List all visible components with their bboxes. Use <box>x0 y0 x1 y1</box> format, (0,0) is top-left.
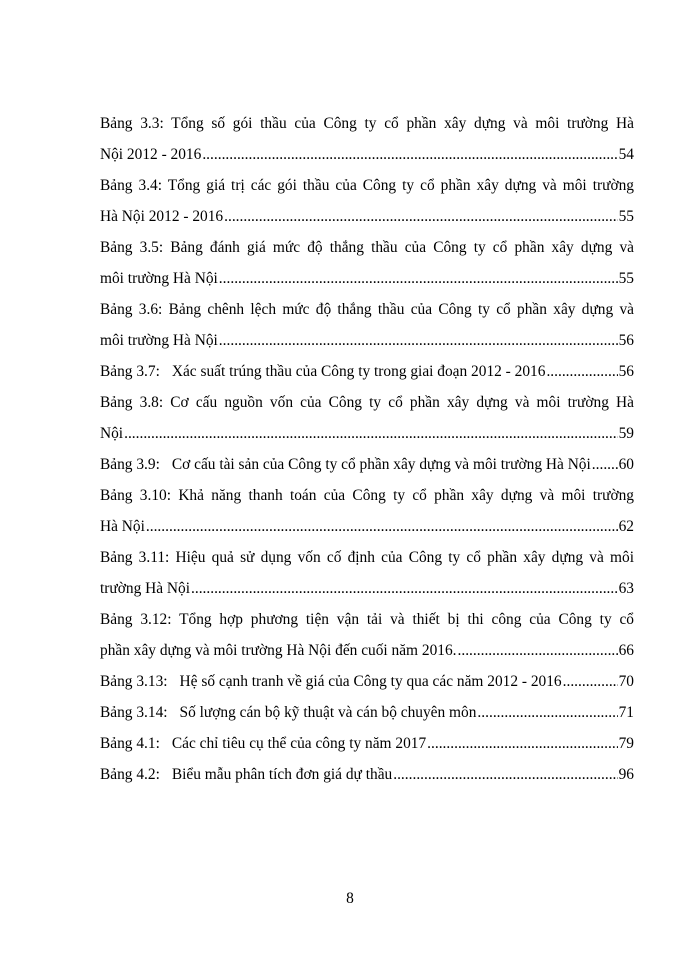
toc-entry-label: Bảng 3.9: <box>100 456 160 473</box>
toc-entry-title: Hệ số cạnh tranh về giá của Công ty qua các năm 2012 - 2016 <box>179 673 562 690</box>
toc-entry-page: 71 <box>618 704 634 721</box>
toc-entry-label: Bảng 3.8: <box>100 394 164 411</box>
toc-entry-page: 55 <box>618 270 634 287</box>
toc-entry-line <box>100 697 634 728</box>
toc-entry-last-line <box>100 418 634 449</box>
toc-entry-page: 70 <box>618 673 634 690</box>
toc-entry-title-start: Tổng giá trị các gói thầu của Công ty cổ phần xây dựng và môi trường <box>167 177 634 194</box>
toc-entry-label: Bảng 3.7: <box>100 363 160 380</box>
dot-leader <box>124 418 618 449</box>
toc-entry-title-end: Hà Nội <box>100 518 145 535</box>
dot-leader <box>224 201 617 232</box>
toc-entry-first-line <box>100 108 634 139</box>
toc-entry-label: Bảng 3.12: <box>100 611 172 628</box>
toc-entry-label: Bảng 3.10: <box>100 487 171 504</box>
toc-entry-title-start: Bảng chênh lệch mức độ thắng thầu của Công ty cổ phần xây dựng và <box>168 301 634 318</box>
toc-entry[interactable] <box>100 697 634 728</box>
toc-entry-first-line <box>100 604 634 635</box>
toc-entry-last-line <box>100 573 634 604</box>
dot-leader <box>427 728 617 759</box>
toc-entry-page: 59 <box>618 425 634 442</box>
toc-entry-title-start: Tổng số gói thầu của Công ty cổ phần xây dựng và môi trường Hà <box>171 115 634 132</box>
toc-entry-last-line <box>100 511 634 542</box>
toc-entry-title-end: Nội <box>100 425 124 442</box>
toc-entry-label: Bảng 3.5: <box>100 239 164 256</box>
toc-entry-page: 60 <box>618 456 634 473</box>
toc-entry-page: 56 <box>618 332 634 349</box>
toc-entry-title-end: môi trường Hà Nội <box>100 332 218 349</box>
toc-entry-line <box>100 728 634 759</box>
toc-entry-title: Số lượng cán bộ kỹ thuật và cán bộ chuyên môn <box>179 704 477 721</box>
toc-entry[interactable] <box>100 170 634 232</box>
toc-entry[interactable] <box>100 480 634 542</box>
toc-entry-line <box>100 449 634 480</box>
toc-entry-page: 62 <box>618 518 634 535</box>
toc-entry[interactable] <box>100 542 634 604</box>
toc-entry-title-end: phần xây dựng và môi trường Hà Nội đến cuối năm 2016. <box>100 642 457 659</box>
toc-entry-page: 55 <box>618 208 634 225</box>
dot-leader <box>592 449 618 480</box>
toc-entry-title: Xác suất trúng thầu của Công ty trong giai đoạn 2012 - 2016 <box>171 363 546 380</box>
toc-entry-title-start: Tổng hợp phương tiện vận tải và thiết bị thi công của Công ty cổ <box>179 611 634 628</box>
toc-entry[interactable] <box>100 108 634 170</box>
table-of-tables <box>100 108 634 790</box>
toc-entry-last-line <box>100 635 634 666</box>
toc-entry-line <box>100 666 634 697</box>
toc-entry-title-start: Khả năng thanh toán của Công ty cổ phần xây dựng và môi trường <box>178 487 634 504</box>
toc-entry-last-line <box>100 263 634 294</box>
dot-leader <box>219 263 618 294</box>
toc-entry-title-start: Bảng đánh giá mức độ thắng thầu của Công ty cổ phần xây dựng và <box>170 239 634 256</box>
toc-entry[interactable] <box>100 604 634 666</box>
toc-entry-label: Bảng 3.14: <box>100 704 168 721</box>
toc-entry-page: 56 <box>618 363 634 380</box>
toc-entry-last-line <box>100 139 634 170</box>
toc-list <box>100 108 634 790</box>
toc-entry[interactable] <box>100 232 634 294</box>
toc-entry-label: Bảng 4.1: <box>100 735 160 752</box>
toc-entry-label: Bảng 3.13: <box>100 673 168 690</box>
toc-entry-title: Các chỉ tiêu cụ thể của công ty năm 2017 <box>171 735 427 752</box>
dot-leader <box>202 139 617 170</box>
toc-entry-label: Bảng 3.3: <box>100 115 164 132</box>
toc-entry-first-line <box>100 294 634 325</box>
toc-entry-label: Bảng 3.6: <box>100 301 163 318</box>
page-number: 8 <box>346 890 354 907</box>
toc-entry[interactable] <box>100 294 634 356</box>
toc-entry[interactable] <box>100 356 634 387</box>
dot-leader <box>393 759 617 790</box>
toc-entry-first-line <box>100 387 634 418</box>
toc-entry-title: Biểu mẫu phân tích đơn giá dự thầu <box>171 766 393 783</box>
dot-leader <box>563 666 618 697</box>
dot-leader <box>146 511 618 542</box>
toc-entry-first-line <box>100 232 634 263</box>
toc-entry-last-line <box>100 325 634 356</box>
dot-leader <box>546 356 617 387</box>
dot-leader <box>191 573 618 604</box>
toc-entry-title-end: Hà Nội 2012 - 2016 <box>100 208 224 225</box>
toc-entry[interactable] <box>100 449 634 480</box>
toc-entry-page: 79 <box>618 735 634 752</box>
toc-entry-last-line <box>100 201 634 232</box>
toc-entry-label: Bảng 3.4: <box>100 177 163 194</box>
toc-entry-title-start: Hiệu quả sử dụng vốn cố định của Công ty cổ phần xây dựng và môi <box>175 549 634 566</box>
dot-leader <box>477 697 617 728</box>
toc-entry-page: 54 <box>618 146 634 163</box>
toc-entry-first-line <box>100 480 634 511</box>
toc-entry[interactable] <box>100 759 634 790</box>
toc-entry-page: 66 <box>618 642 634 659</box>
toc-entry-first-line <box>100 170 634 201</box>
dot-leader <box>458 635 618 666</box>
toc-entry-title: Cơ cấu tài sản của Công ty cổ phần xây dựng và môi trường Hà Nội <box>171 456 591 473</box>
toc-entry-first-line <box>100 542 634 573</box>
toc-entry-line <box>100 759 634 790</box>
toc-entry-page: 96 <box>618 766 634 783</box>
toc-entry-label: Bảng 4.2: <box>100 766 160 783</box>
toc-entry-title-end: môi trường Hà Nội <box>100 270 218 287</box>
toc-entry-label: Bảng 3.11: <box>100 549 170 566</box>
toc-entry-title-start: Cơ cấu nguồn vốn của Công ty cổ phần xây dựng và môi trường Hà <box>170 394 634 411</box>
toc-entry[interactable] <box>100 728 634 759</box>
dot-leader <box>219 325 618 356</box>
toc-entry-line <box>100 356 634 387</box>
toc-entry-page: 63 <box>618 580 634 597</box>
toc-entry-title-end: Nội 2012 - 2016 <box>100 146 202 163</box>
toc-entry[interactable] <box>100 387 634 449</box>
toc-entry[interactable] <box>100 666 634 697</box>
toc-entry-title-end: trường Hà Nội <box>100 580 190 597</box>
